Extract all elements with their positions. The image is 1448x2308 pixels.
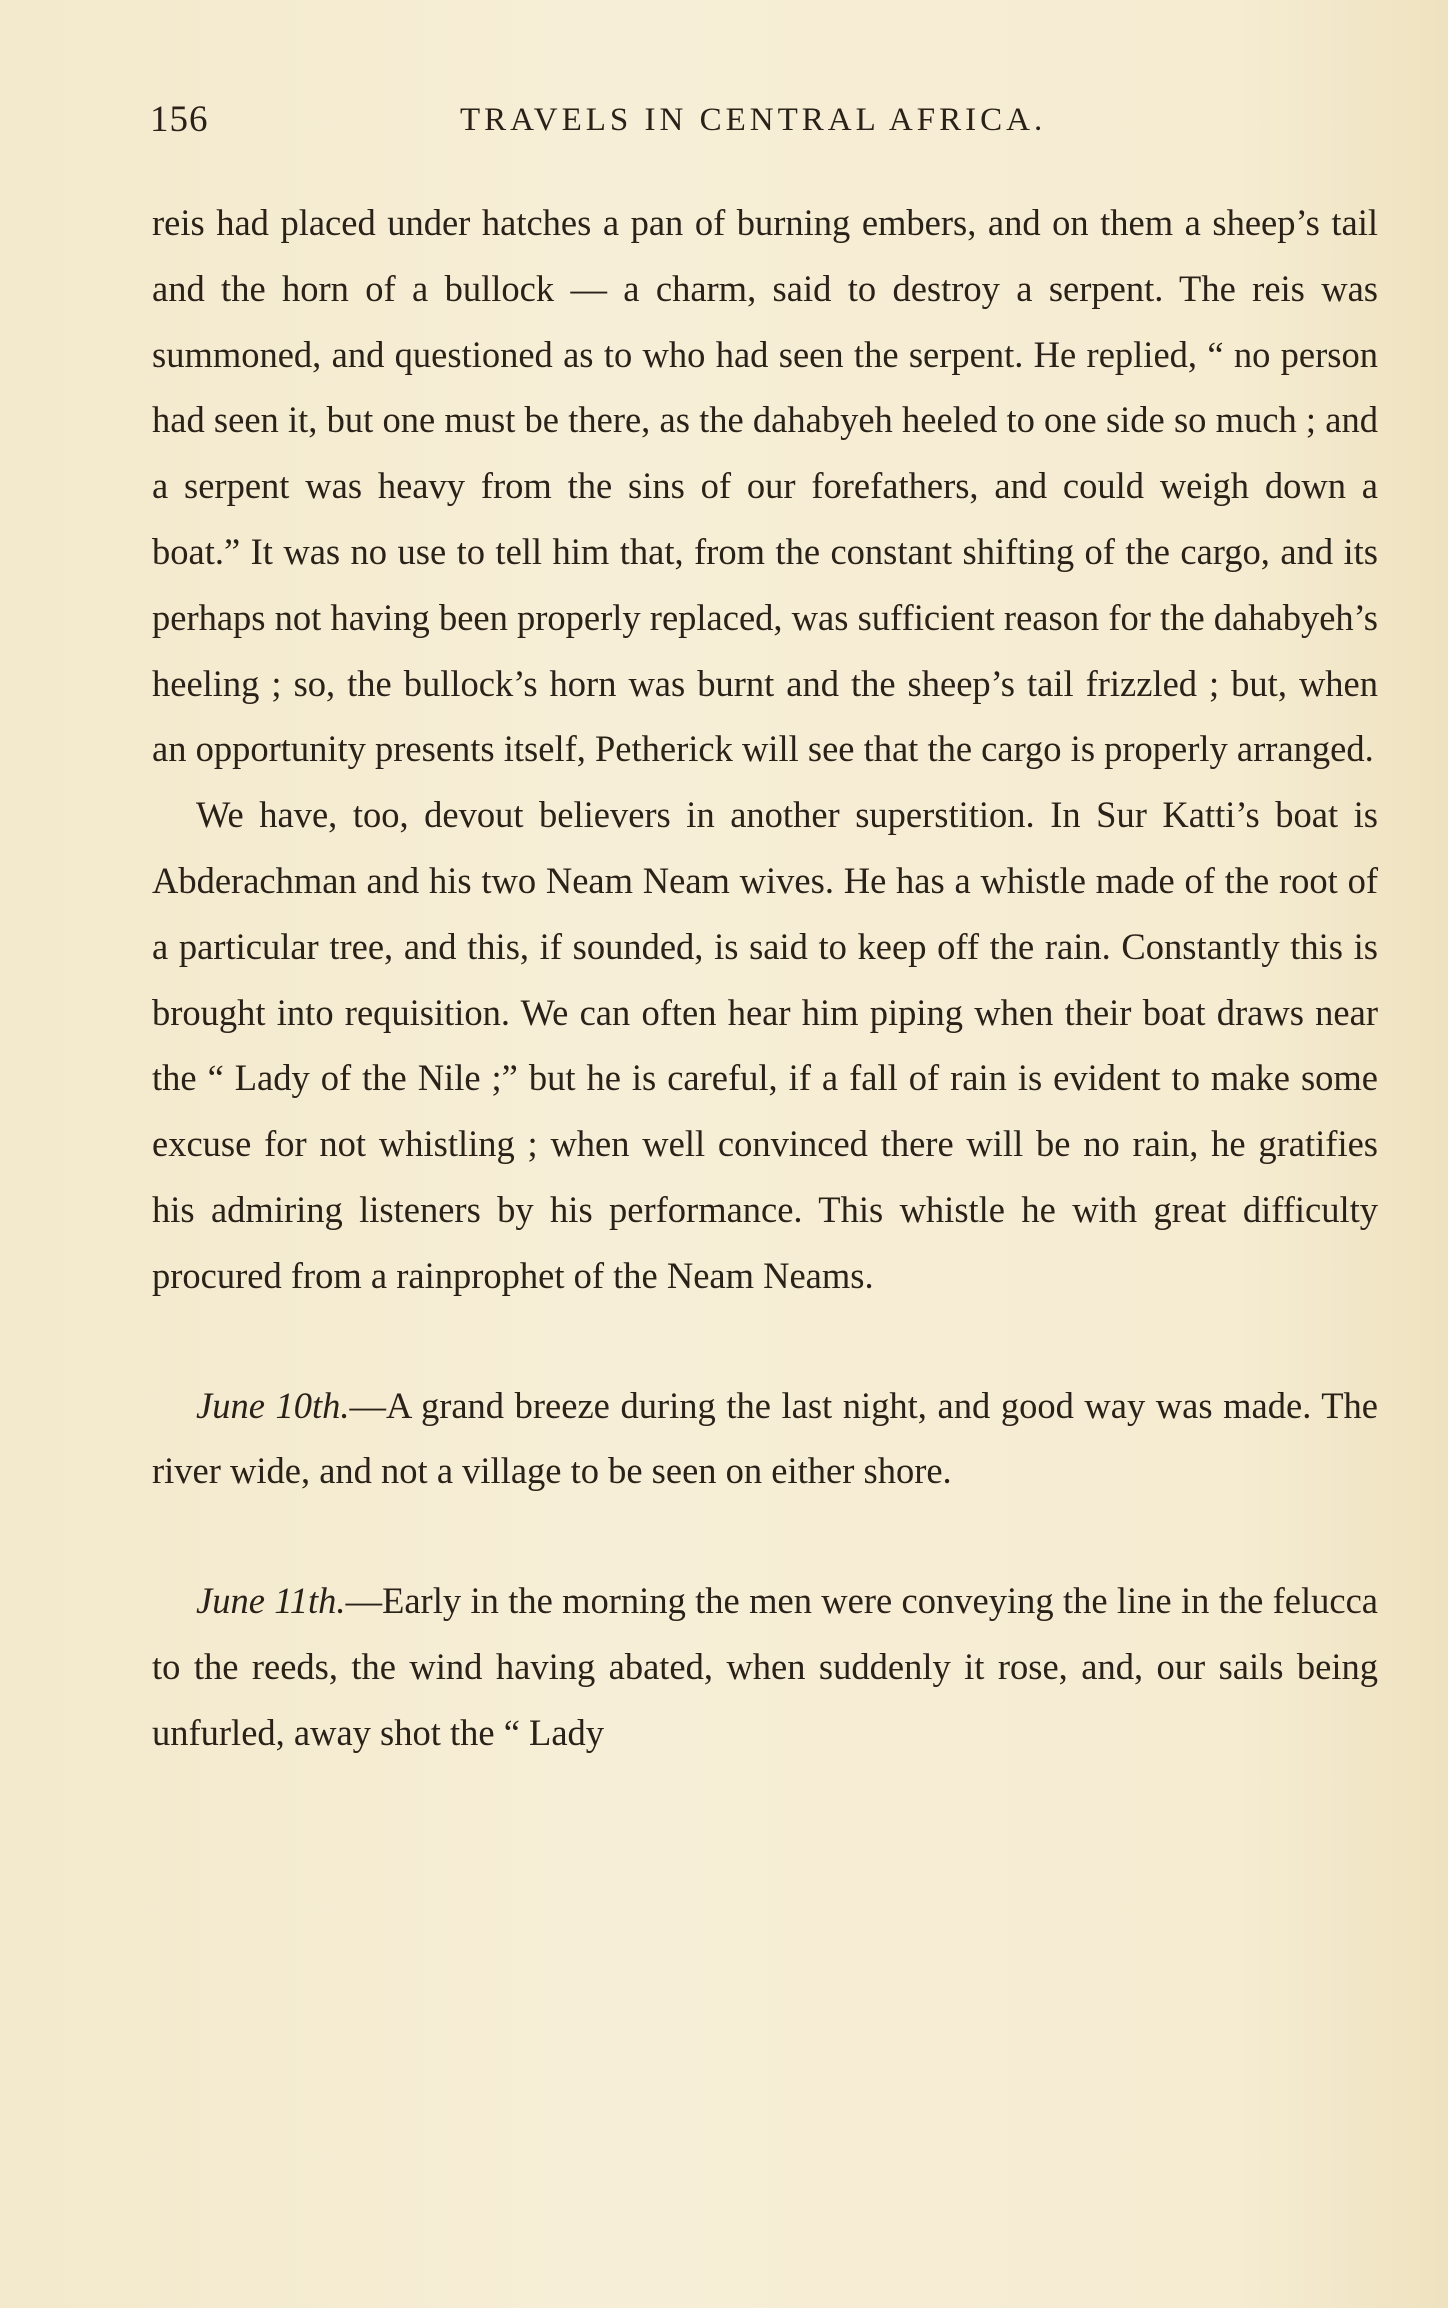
section-gap [152,1309,1378,1373]
page-header [150,98,1380,148]
diary-entry-june-11 [152,1568,1378,1765]
paragraph-reis-charm: reis had placed under hatches a pan of burning embers, and on them a sheep’s tail and the horn of a bullock — a charm, said to destroy a serpent. The reis was summoned, and questioned as to who had seen the serpent. He replied, “ no person had seen it, but one must be there, as the dahabyeh heeled to one side so much ; and a serpent was heavy from the sins of our forefathers, and could weigh down a boat.” It was no use to tell him that, from the constant shifting of the cargo, and its perhaps not having been properly replaced, was sufficient reason for the dahabyeh’s heeling ; so, the bullock’s horn was burnt and the sheep’s tail frizzled ; but, when an opportunity presents itself, Petherick will see that the cargo is properly arranged. [152,202,1378,770]
body-text [152,190,1378,1766]
entry-text: —Early in the morning the men were conveying the line in the felucca to the reeds, the wind having abated, when suddenly it rose, and, our sails being unfurled, away shot the “ Lady [152,1580,1378,1753]
running-title: TRAVELS IN CENTRAL AFRICA. [460,102,1047,138]
entry-date: June 11th. [196,1580,346,1622]
paragraph-whistle-superstition: We have, too, devout believers in another superstition. In Sur Katti’s boat is Abderachman and his two Neam Neam wives. He has a whistle made of the root of a particular tree, and this, if sounded, is said to keep off the rain. Constantly this is brought into requisition. We can often hear him piping when their boat draws near the “ Lady of the Nile ;” but he is careful, if a fall of rain is evident to make some excuse for not whistling ; when well convinced there will be no rain, he gratifies his admiring listeners by his performance. This whistle he with great difficulty procured from a rainprophet of the Neam Neams. [152,794,1378,1296]
section-gap [152,1504,1378,1568]
page-number: 156 [150,99,209,140]
entry-date: June 10th. [196,1384,350,1426]
entry-text: —A grand breeze during the last night, and good way was made. The river wide, and not a village to be seen on either shore. [152,1384,1378,1492]
diary-entry-june-10 [152,1373,1378,1505]
